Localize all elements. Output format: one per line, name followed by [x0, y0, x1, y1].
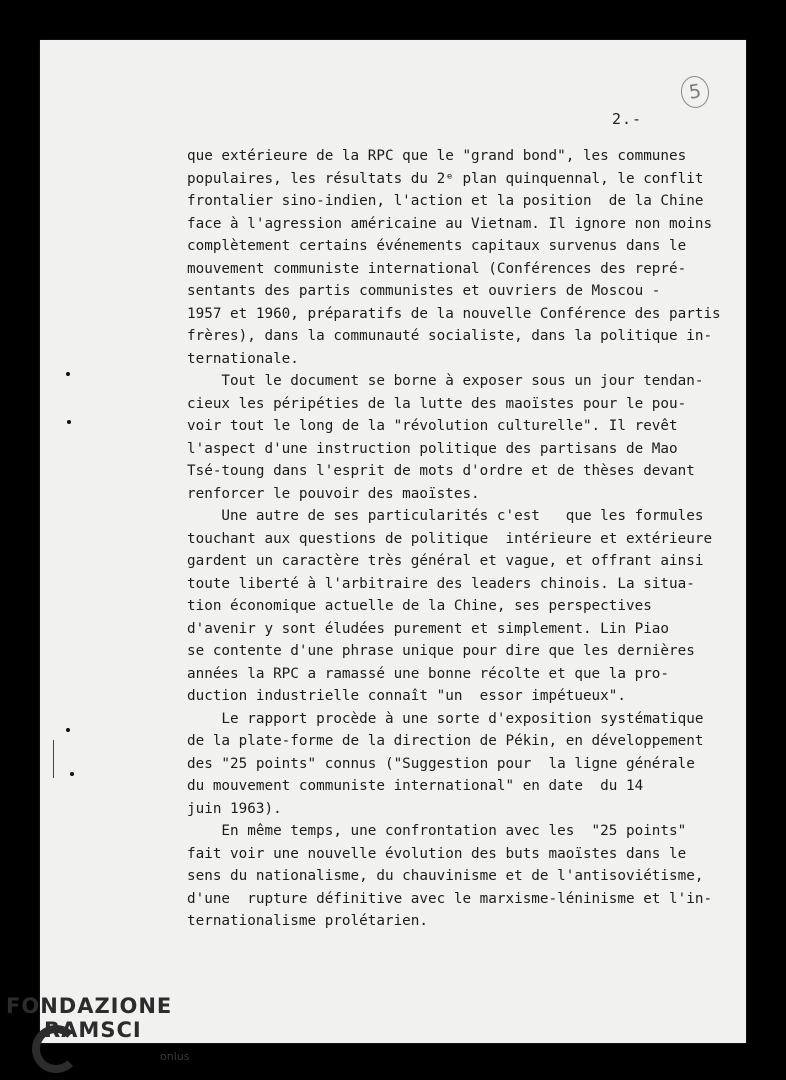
- text-line: toute liberté à l'arbitraire des leaders chinois. La situa-: [187, 575, 695, 592]
- watermark-g-icon: [32, 1025, 80, 1073]
- text-line: ternationale.: [187, 350, 299, 367]
- text-line: populaires, les résultats du 2ᵉ plan quinquennal, le conflit: [187, 170, 704, 187]
- text-line: cieux les péripéties de la lutte des maoïstes pour le pou-: [187, 395, 687, 412]
- text-line: Une autre de ses particularités c'est que les formules: [187, 508, 704, 524]
- page-number: 2.-: [612, 110, 643, 128]
- text-line: Tsé-toung dans l'esprit de mots d'ordre et de thèses devant: [187, 463, 695, 479]
- text-line: se contente d'une phrase unique pour dire que les dernières: [187, 643, 695, 659]
- text-line: renforcer le pouvoir des maoïstes.: [187, 485, 480, 502]
- binder-hole-mark: [66, 372, 70, 376]
- text-line: mouvement communiste international (Conférences des repré-: [187, 260, 687, 277]
- text-line: duction industrielle connaît "un essor impétueux".: [187, 688, 626, 704]
- text-line: touchant aux questions de politique intérieure et extérieure: [187, 530, 713, 547]
- text-line: du mouvement communiste international" en date du 14: [187, 778, 644, 794]
- text-line: que extérieure de la RPC que le "grand bond", les communes: [187, 148, 687, 164]
- text-line: tion économique actuelle de la Chine, ses perspectives: [187, 598, 652, 614]
- document-body: [187, 145, 732, 933]
- binder-hole-mark: [67, 420, 71, 424]
- text-line: 1957 et 1960, préparatifs de la nouvelle Conférence des partis: [187, 305, 721, 322]
- text-line: ternationalisme prolétarien.: [187, 913, 429, 929]
- binder-hole-mark: [66, 728, 70, 732]
- text-line: l'aspect d'une instruction politique des partisans de Mao: [187, 440, 678, 457]
- watermark-line-1: FONDAZIONE: [6, 994, 173, 1018]
- circled-page-mark: 5: [679, 74, 711, 110]
- text-line: Tout le document se borne à exposer sous un jour tendan-: [187, 373, 704, 389]
- text-line: de la plate-forme de la direction de Pékin, en développement: [187, 733, 704, 749]
- text-line: En même temps, une confrontation avec les "25 points": [187, 823, 687, 839]
- text-line: complètement certains événements capitaux survenus dans le: [187, 238, 687, 254]
- text-line: frères), dans la communauté socialiste, dans la politique in-: [187, 328, 713, 344]
- text-line: voir tout le long de la "révolution culturelle". Il revêt: [187, 418, 678, 434]
- text-line: gardent un caractère très général et vague, et offrant ainsi: [187, 553, 704, 569]
- text-line: frontalier sino-indien, l'action et la position de la Chine: [187, 193, 704, 209]
- binder-hole-mark: [70, 772, 74, 776]
- text-line: sens du nationalisme, du chauvinisme et de l'antisoviétisme,: [187, 868, 704, 884]
- text-line: sentants des partis communistes et ouvriers de Moscou -: [187, 283, 661, 299]
- text-line: des "25 points" connus ("Suggestion pour la ligne générale: [187, 755, 695, 772]
- text-line: d'avenir y sont éludées purement et simplement. Lin Piao: [187, 620, 670, 637]
- archive-watermark-logo: [6, 994, 172, 1042]
- watermark-line-2: RAMSCI: [44, 1018, 142, 1042]
- text-line: d'une rupture définitive avec le marxisme-léninisme et l'in-: [187, 890, 713, 907]
- text-line: fait voir une nouvelle évolution des buts maoïstes dans le: [187, 845, 687, 862]
- text-line: face à l'agression américaine au Vietnam. Il ignore non moins: [187, 215, 713, 232]
- text-line: années la RPC a ramassé une bonne récolte et que la pro-: [187, 665, 670, 682]
- text-line: juin 1963).: [187, 800, 282, 817]
- watermark-subtitle: onlus: [160, 1050, 190, 1063]
- margin-stroke: [53, 740, 54, 778]
- text-line: Le rapport procède à une sorte d'exposition systématique: [187, 710, 704, 727]
